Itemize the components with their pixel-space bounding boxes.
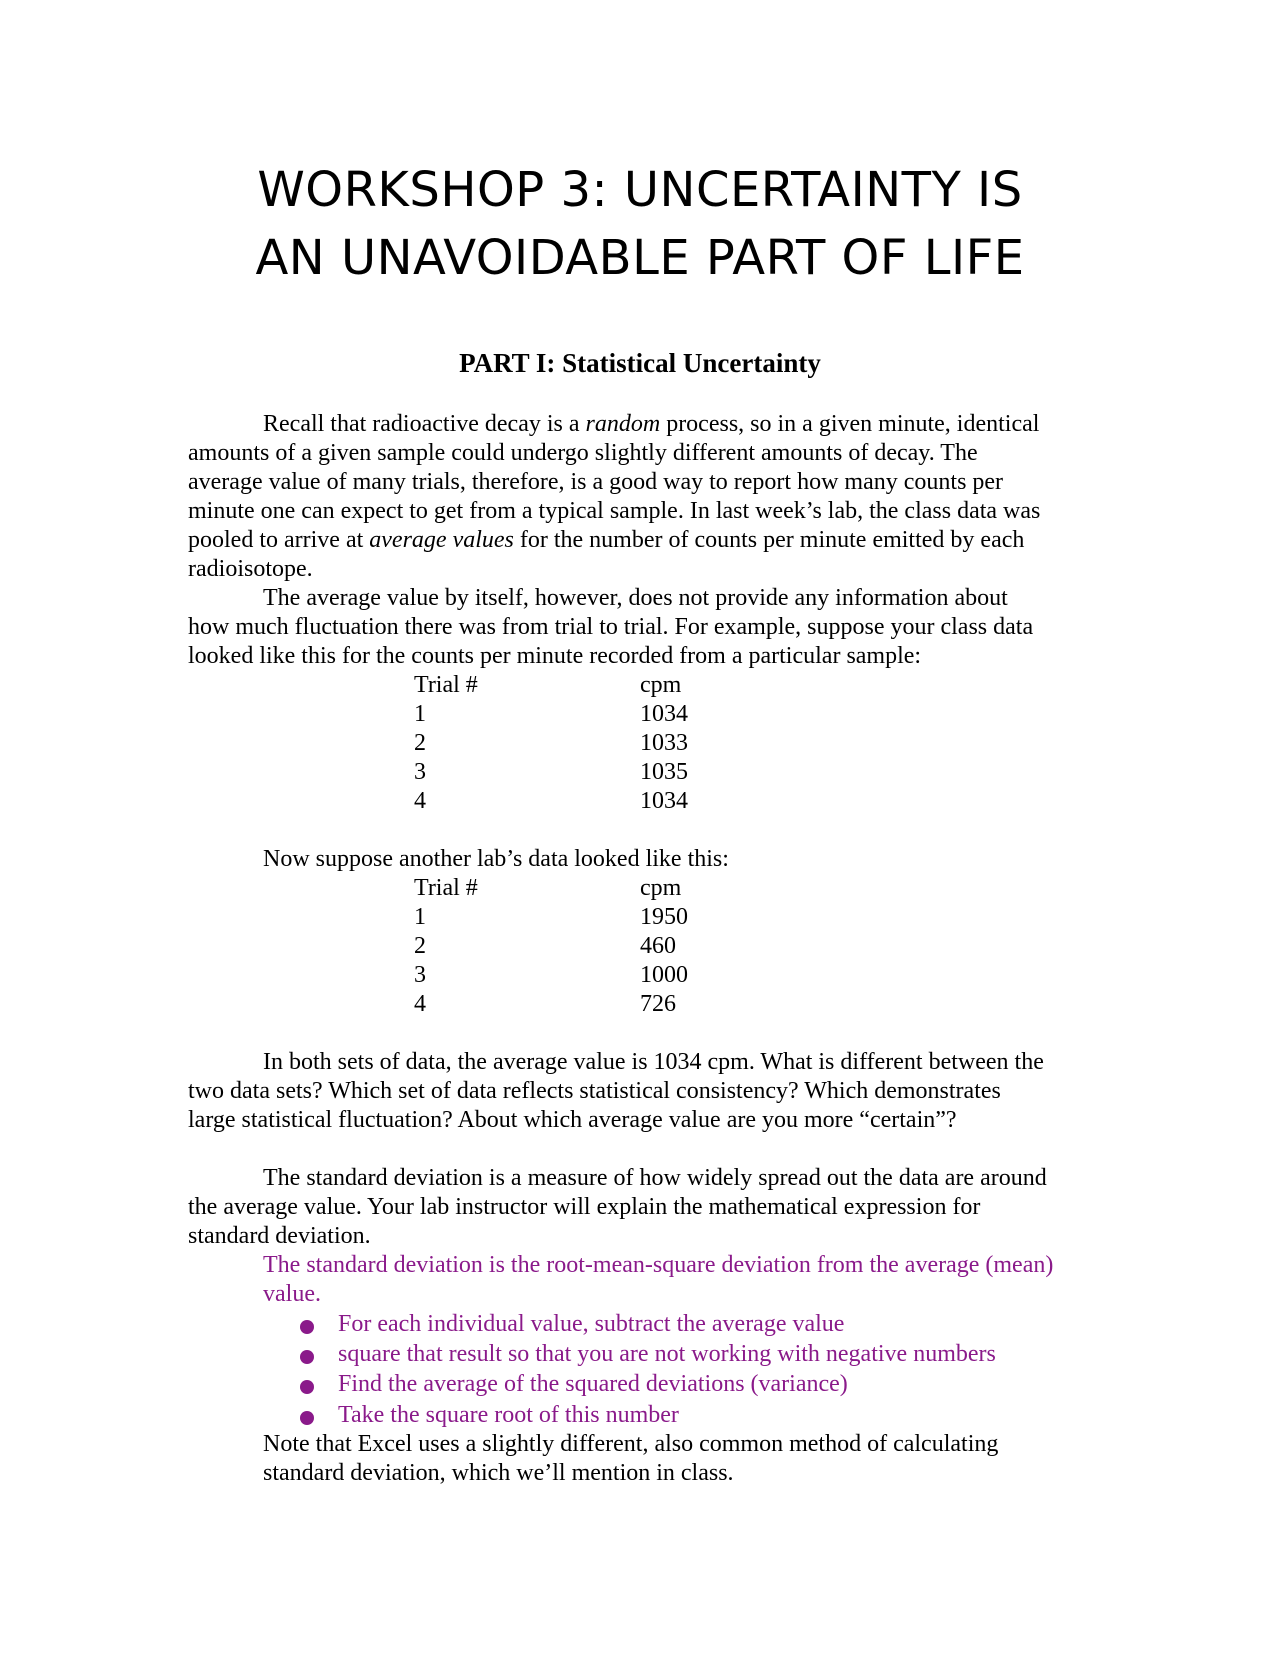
intro-line-6: radioisotope. xyxy=(188,556,313,582)
table2-cell: 460 xyxy=(640,933,676,959)
table1-cell: 1 xyxy=(414,701,426,727)
intro-line-3: average value of many trials, therefore, is a good way to report how many counts per xyxy=(188,469,1004,495)
table2-header-trial: Trial # xyxy=(414,875,478,901)
note-line-1: The standard deviation is the root-mean-square deviation from the average (mean) xyxy=(263,1252,1054,1278)
emphasis-average-values: average values xyxy=(369,527,514,553)
table1-header-trial: Trial # xyxy=(414,672,478,698)
para5-line-2: the average value. Your lab instructor will explain the mathematical expression for xyxy=(188,1194,981,1220)
para2-line-3: looked like this for the counts per minute recorded from a particular sample: xyxy=(188,643,922,669)
table2-cell: 2 xyxy=(414,933,426,959)
para4-line-3: large statistical fluctuation? About which average value are you more “certain”? xyxy=(188,1107,957,1133)
table1-cell: 1035 xyxy=(640,759,688,785)
bullet-item: Take the square root of this number xyxy=(338,1402,679,1428)
bullet-dot-icon xyxy=(300,1350,314,1364)
title-line-2: AN UNAVOIDABLE PART OF LIFE xyxy=(255,230,1025,286)
table1-cell: 2 xyxy=(414,730,426,756)
intro-line-2: amounts of a given sample could undergo slightly different amounts of decay. The xyxy=(188,440,978,466)
para2-line-1: The average value by itself, however, does not provide any information about xyxy=(263,585,1008,611)
para5-line-1: The standard deviation is a measure of how widely spread out the data are around xyxy=(263,1165,1047,1191)
bullet-item: For each individual value, subtract the average value xyxy=(338,1311,845,1337)
table1-cell: 1033 xyxy=(640,730,688,756)
intro-line-1: Recall that radioactive decay is a random process, so in a given minute, identical xyxy=(263,411,1040,437)
table1-header-cpm: cpm xyxy=(640,672,682,698)
table2-cell: 1950 xyxy=(640,904,688,930)
emphasis-random: random xyxy=(585,411,661,437)
para3-line: Now suppose another lab’s data looked like this: xyxy=(263,846,729,872)
table2-cell: 4 xyxy=(414,991,426,1017)
table1-cell: 1034 xyxy=(640,701,688,727)
title-line-1: WORKSHOP 3: UNCERTAINTY IS xyxy=(257,162,1023,218)
para5-line-3: standard deviation. xyxy=(188,1223,371,1249)
table2-cell: 726 xyxy=(640,991,676,1017)
bullet-item: square that result so that you are not working with negative numbers xyxy=(338,1341,996,1367)
bullet-dot-icon xyxy=(300,1320,314,1334)
table1-cell: 1034 xyxy=(640,788,688,814)
table2-cell: 3 xyxy=(414,962,426,988)
closing-line-2: standard deviation, which we’ll mention in class. xyxy=(263,1460,734,1486)
bullet-dot-icon xyxy=(300,1411,314,1425)
intro-line-4: minute one can expect to get from a typical sample. In last week’s lab, the class data was xyxy=(188,498,1041,524)
para4-line-2: two data sets? Which set of data reflects statistical consistency? Which demonstrates xyxy=(188,1078,1001,1104)
table1-cell: 4 xyxy=(414,788,426,814)
intro-line-5: pooled to arrive at average values for the number of counts per minute emitted by each xyxy=(188,527,1025,553)
table2-header-cpm: cpm xyxy=(640,875,682,901)
table1-cell: 3 xyxy=(414,759,426,785)
part-heading: PART I: Statistical Uncertainty xyxy=(459,348,821,378)
table2-cell: 1 xyxy=(414,904,426,930)
closing-line-1: Note that Excel uses a slightly different, also common method of calculating xyxy=(263,1431,999,1457)
bullet-item: Find the average of the squared deviations (variance) xyxy=(338,1371,848,1397)
note-line-2: value. xyxy=(263,1281,321,1307)
bullet-dot-icon xyxy=(300,1380,314,1394)
para4-line-1: In both sets of data, the average value is 1034 cpm. What is different between the xyxy=(263,1049,1044,1075)
para2-line-2: how much fluctuation there was from trial to trial. For example, suppose your class data xyxy=(188,614,1034,640)
table2-cell: 1000 xyxy=(640,962,688,988)
